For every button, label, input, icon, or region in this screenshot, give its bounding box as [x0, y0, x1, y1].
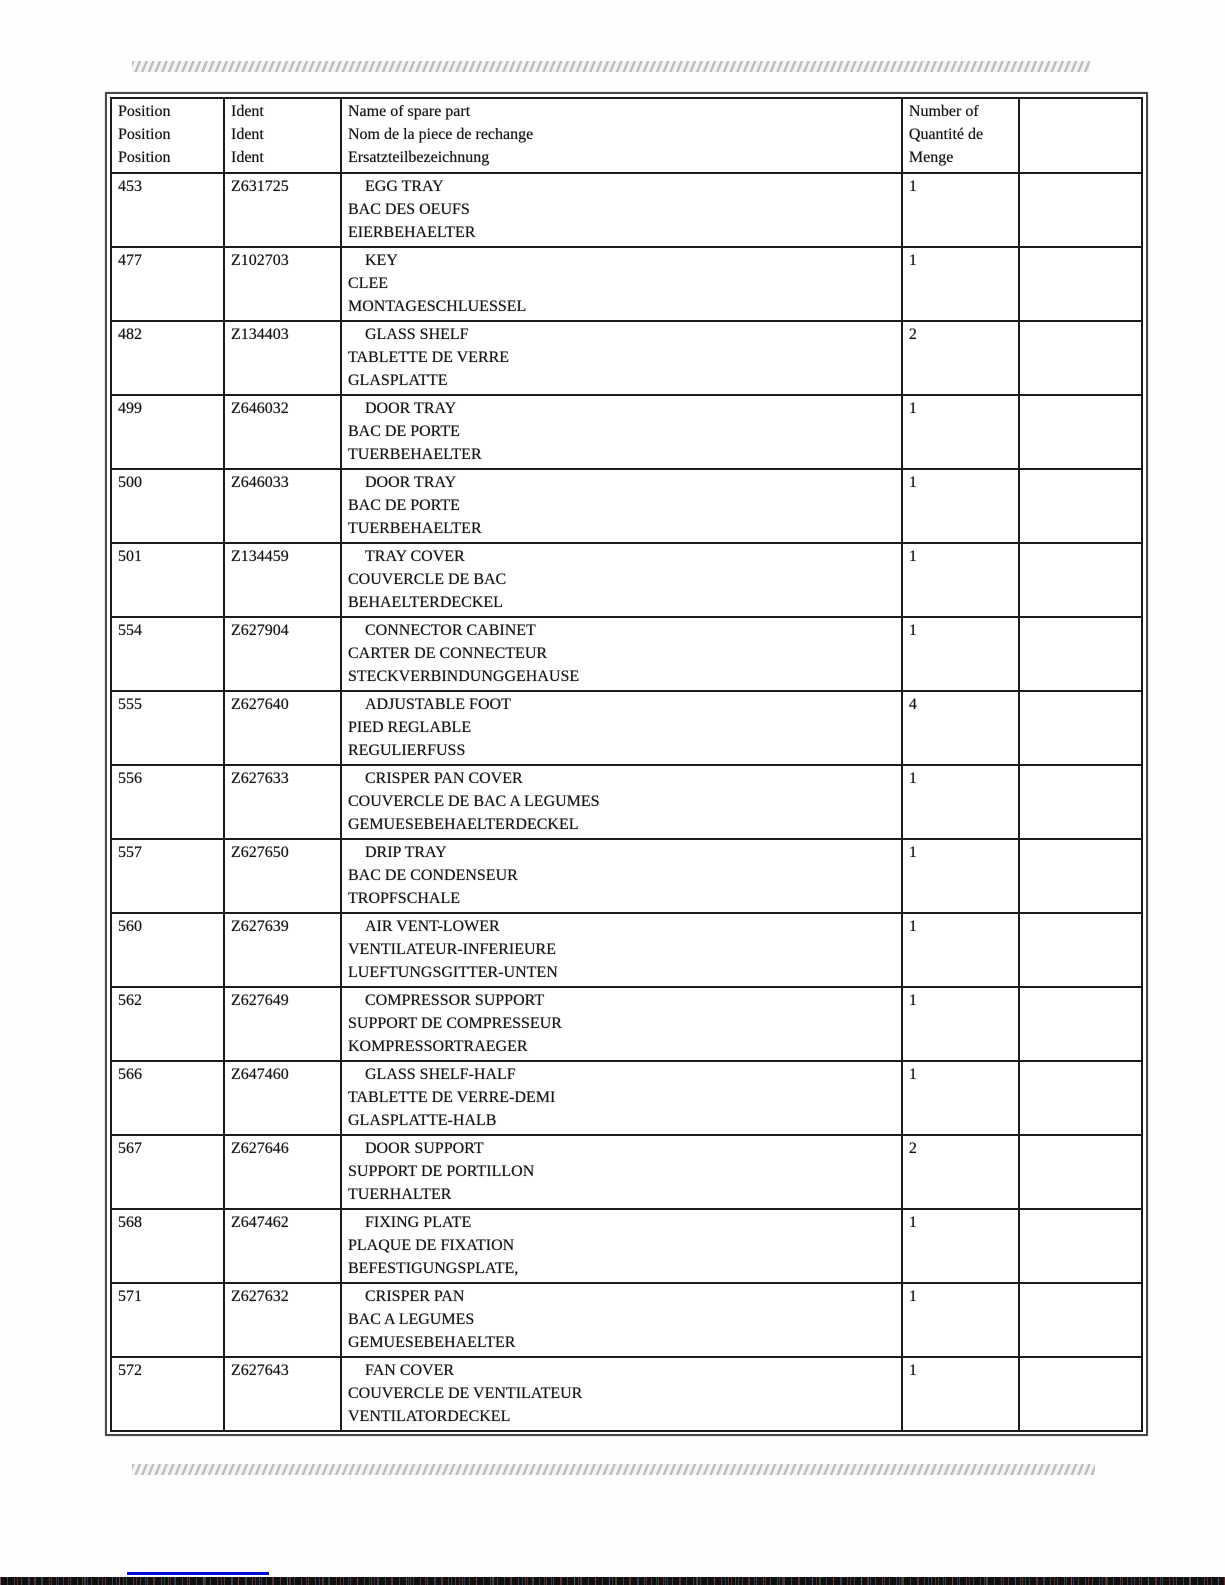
blank-cell [1019, 1357, 1142, 1431]
quantity-cell: 1 [902, 1357, 1019, 1431]
name-cell [341, 469, 902, 543]
name-line-2: PLAQUE DE FIXATION [348, 1237, 515, 1254]
name-line-2: BAC DE PORTE [348, 423, 460, 440]
name-line-1: ADJUSTABLE FOOT [365, 696, 511, 713]
table-row [111, 1135, 1142, 1209]
name-cell [341, 987, 902, 1061]
name-line-1: FIXING PLATE [365, 1214, 472, 1231]
ident-cell: Z631725 [224, 173, 341, 247]
spare-parts-table-frame [105, 92, 1148, 1436]
name-line-2: COUVERCLE DE VENTILATEUR [348, 1385, 583, 1402]
position-cell: 499 [111, 395, 224, 469]
table-row [111, 987, 1142, 1061]
blank-cell [1019, 913, 1142, 987]
name-line-2: CLEE [348, 275, 388, 292]
quantity-cell: 1 [902, 469, 1019, 543]
name-line-1: DOOR TRAY [365, 400, 457, 417]
position-cell: 554 [111, 617, 224, 691]
name-line-3: TUERHALTER [348, 1186, 452, 1203]
blank-cell [1019, 987, 1142, 1061]
blank-cell [1019, 1061, 1142, 1135]
name-cell [341, 1357, 902, 1431]
name-line-3: BEHAELTERDECKEL [348, 594, 503, 611]
blank-cell [1019, 617, 1142, 691]
name-header-line: Ersatzteilbezeichnung [348, 149, 490, 166]
position-cell: 500 [111, 469, 224, 543]
name-line-1: KEY [365, 252, 398, 269]
name-cell [341, 247, 902, 321]
name-cell [341, 765, 902, 839]
ident-cell: Z627650 [224, 839, 341, 913]
name-line-3: KOMPRESSORTRAEGER [348, 1038, 528, 1055]
name-line-1: EGG TRAY [365, 178, 444, 195]
name-line-2: CARTER DE CONNECTEUR [348, 645, 548, 662]
position-cell: 453 [111, 173, 224, 247]
position-cell: 566 [111, 1061, 224, 1135]
spare-parts-table [110, 97, 1143, 1432]
table-row [111, 543, 1142, 617]
blank-header [1019, 98, 1142, 173]
quantity-header-line: Number of [908, 103, 979, 120]
position-cell: 557 [111, 839, 224, 913]
position-header-line: Position [118, 126, 171, 143]
position-cell: 477 [111, 247, 224, 321]
quantity-cell: 2 [902, 1135, 1019, 1209]
name-cell [341, 617, 902, 691]
quantity-cell: 1 [902, 839, 1019, 913]
name-line-2: SUPPORT DE COMPRESSEUR [348, 1015, 562, 1032]
ident-cell: Z102703 [224, 247, 341, 321]
quantity-cell: 1 [902, 247, 1019, 321]
ident-cell: Z627646 [224, 1135, 341, 1209]
blank-cell [1019, 543, 1142, 617]
name-line-2: VENTILATEUR-INFERIEURE [348, 941, 556, 958]
blank-cell [1019, 469, 1142, 543]
name-line-3: LUEFTUNGSGITTER-UNTEN [348, 964, 558, 981]
name-cell [341, 913, 902, 987]
position-header-line: Position [118, 149, 171, 166]
name-line-1: CRISPER PAN [365, 1288, 465, 1305]
name-line-1: COMPRESSOR SUPPORT [365, 992, 545, 1009]
ident-cell: Z134459 [224, 543, 341, 617]
ident-cell: Z627643 [224, 1357, 341, 1431]
name-line-1: AIR VENT-LOWER [365, 918, 500, 935]
name-line-3: GEMUESEBEHAELTER [348, 1334, 516, 1351]
name-line-2: COUVERCLE DE BAC [348, 571, 507, 588]
quantity-cell: 1 [902, 617, 1019, 691]
quantity-header-line: Menge [908, 149, 954, 166]
table-row [111, 913, 1142, 987]
name-line-1: FAN COVER [365, 1362, 455, 1379]
table-row [111, 1283, 1142, 1357]
name-cell [341, 691, 902, 765]
name-line-1: CRISPER PAN COVER [365, 770, 523, 787]
blank-cell [1019, 1283, 1142, 1357]
ident-cell: Z627640 [224, 691, 341, 765]
blank-cell [1019, 765, 1142, 839]
name-line-3: GEMUESEBEHAELTERDECKEL [348, 816, 579, 833]
ident-header-line: Ident [230, 126, 264, 143]
table-row [111, 173, 1142, 247]
name-cell [341, 839, 902, 913]
name-cell [341, 1209, 902, 1283]
name-line-2: SUPPORT DE PORTILLON [348, 1163, 535, 1180]
blank-cell [1019, 395, 1142, 469]
bottom-scan-bar [0, 1577, 1225, 1585]
name-line-3: TUERBEHAELTER [348, 520, 482, 537]
ident-cell: Z646033 [224, 469, 341, 543]
ident-header-line: Ident [230, 149, 264, 166]
ident-cell: Z627904 [224, 617, 341, 691]
position-cell: 501 [111, 543, 224, 617]
name-line-2: COUVERCLE DE BAC A LEGUMES [348, 793, 600, 810]
quantity-header-line: Quantité de [908, 126, 984, 143]
name-line-1: DRIP TRAY [365, 844, 447, 861]
quantity-cell: 1 [902, 987, 1019, 1061]
name-cell [341, 1283, 902, 1357]
ident-cell: Z627639 [224, 913, 341, 987]
name-cell [341, 1061, 902, 1135]
name-line-1: DOOR SUPPORT [365, 1140, 484, 1157]
name-cell [341, 173, 902, 247]
blank-cell [1019, 247, 1142, 321]
name-cell [341, 543, 902, 617]
name-line-2: BAC DES OEUFS [348, 201, 470, 218]
position-cell: 568 [111, 1209, 224, 1283]
position-cell: 562 [111, 987, 224, 1061]
quantity-cell: 1 [902, 1061, 1019, 1135]
name-line-2: BAC DE PORTE [348, 497, 460, 514]
position-cell: 482 [111, 321, 224, 395]
name-header-line: Nom de la piece de rechange [348, 126, 534, 143]
quantity-cell: 1 [902, 765, 1019, 839]
blank-cell [1019, 1135, 1142, 1209]
table-row [111, 691, 1142, 765]
name-line-3: VENTILATORDECKEL [348, 1408, 511, 1425]
position-cell: 555 [111, 691, 224, 765]
ident-cell: Z646032 [224, 395, 341, 469]
table-header [111, 98, 1142, 173]
ident-cell: Z647462 [224, 1209, 341, 1283]
quantity-cell: 1 [902, 1283, 1019, 1357]
name-line-1: DOOR TRAY [365, 474, 457, 491]
quantity-header [902, 98, 1019, 173]
name-line-3: GLASPLATTE [348, 372, 448, 389]
name-line-3: REGULIERFUSS [348, 742, 466, 759]
name-header-line: Name of spare part [348, 103, 471, 120]
name-line-3: TUERBEHAELTER [348, 446, 482, 463]
blank-cell [1019, 839, 1142, 913]
name-cell [341, 1135, 902, 1209]
table-row [111, 469, 1142, 543]
position-header [111, 98, 224, 173]
name-line-3: STECKVERBINDUNGGEHAUSE [348, 668, 580, 685]
ident-cell: Z647460 [224, 1061, 341, 1135]
name-line-2: BAC A LEGUMES [348, 1311, 475, 1328]
quantity-cell: 1 [902, 173, 1019, 247]
quantity-cell: 1 [902, 913, 1019, 987]
ident-header [224, 98, 341, 173]
quantity-cell: 1 [902, 1209, 1019, 1283]
header-row [111, 98, 1142, 173]
link-underline[interactable] [127, 1572, 269, 1575]
name-cell [341, 321, 902, 395]
position-header-line: Position [118, 103, 171, 120]
table-row [111, 247, 1142, 321]
table-row [111, 765, 1142, 839]
table-row [111, 1357, 1142, 1431]
name-cell [341, 395, 902, 469]
name-line-1: GLASS SHELF-HALF [365, 1066, 516, 1083]
blank-cell [1019, 173, 1142, 247]
name-line-3: EIERBEHAELTER [348, 224, 476, 241]
quantity-cell: 2 [902, 321, 1019, 395]
name-line-1: GLASS SHELF [365, 326, 469, 343]
ident-cell: Z627649 [224, 987, 341, 1061]
position-cell: 560 [111, 913, 224, 987]
name-line-1: TRAY COVER [365, 548, 465, 565]
name-line-2: BAC DE CONDENSEUR [348, 867, 518, 884]
ident-cell: Z627632 [224, 1283, 341, 1357]
table-body [111, 173, 1142, 1431]
name-line-2: PIED REGLABLE [348, 719, 472, 736]
ident-cell: Z134403 [224, 321, 341, 395]
position-cell: 567 [111, 1135, 224, 1209]
table-row [111, 839, 1142, 913]
table-row [111, 1061, 1142, 1135]
ident-cell: Z627633 [224, 765, 341, 839]
name-line-2: TABLETTE DE VERRE [348, 349, 510, 366]
blank-cell [1019, 321, 1142, 395]
name-line-1: CONNECTOR CABINET [365, 622, 536, 639]
table-row [111, 1209, 1142, 1283]
quantity-cell: 1 [902, 543, 1019, 617]
table-row [111, 395, 1142, 469]
bottom-hatch-divider [132, 1464, 1095, 1475]
top-hatch-divider [132, 61, 1090, 72]
name-header [341, 98, 902, 173]
ident-header-line: Ident [230, 103, 264, 120]
blank-cell [1019, 1209, 1142, 1283]
blank-cell [1019, 691, 1142, 765]
quantity-cell: 1 [902, 395, 1019, 469]
name-line-3: MONTAGESCHLUESSEL [348, 298, 527, 315]
table-row [111, 321, 1142, 395]
name-line-3: GLASPLATTE-HALB [348, 1112, 497, 1129]
name-line-3: TROPFSCHALE [348, 890, 461, 907]
quantity-cell: 4 [902, 691, 1019, 765]
position-cell: 571 [111, 1283, 224, 1357]
position-cell: 572 [111, 1357, 224, 1431]
name-line-3: BEFESTIGUNGSPLATE, [348, 1260, 519, 1277]
position-cell: 556 [111, 765, 224, 839]
name-line-2: TABLETTE DE VERRE-DEMI [348, 1089, 556, 1106]
table-row [111, 617, 1142, 691]
